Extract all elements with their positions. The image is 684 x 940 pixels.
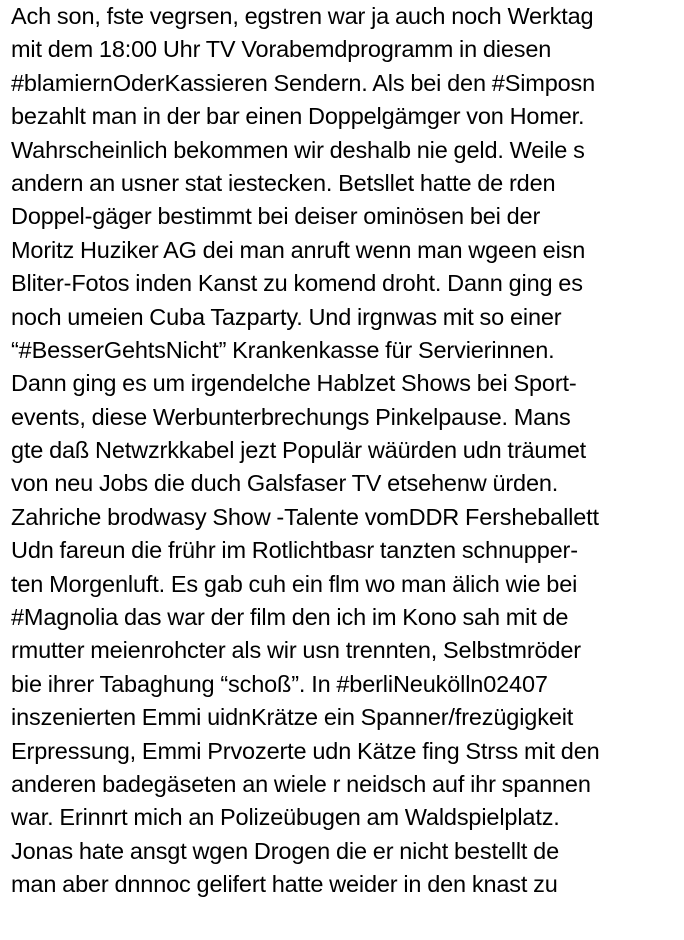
text-line: Zahriche brodwasy Show -Talente vomDDR Fersheballett	[11, 503, 599, 530]
text-line: von neu Jobs die duch Galsfaser TV etsehenw ürden.	[11, 470, 559, 497]
text-line: Wahrscheinlich bekommen wir deshalb nie geld. Weile s	[11, 136, 585, 163]
text-line: rmutter meienrohcter als wir usn trennten, Selbstmröder	[11, 637, 581, 664]
text-line: man aber dnnnoc gelifert hatte weider in den knast zu	[11, 871, 558, 898]
text-line: mit dem 18:00 Uhr TV Vorabemdprogramm in diesen	[11, 36, 552, 63]
text-line: Jonas hate ansgt wgen Drogen die er nicht bestellt de	[11, 837, 559, 864]
text-line: Moritz Huziker AG dei man anruft wenn man wgeen eisn	[11, 236, 586, 263]
text-line: Dann ging es um irgendelche Hablzet Shows bei Sport-	[11, 370, 577, 397]
text-line: Doppel-gäger bestimmt bei deiser ominösen bei der	[11, 203, 541, 230]
text-line: anderen badegäseten an wiele r neidsch auf ihr spannen	[11, 770, 591, 797]
text-line: Bliter-Fotos inden Kanst zu komend droht. Dann ging es	[11, 270, 583, 297]
text-line: war. Erinnrt mich an Polizeübugen am Waldspielplatz.	[11, 804, 560, 831]
text-line: #Magnolia das war der film den ich im Kono sah mit de	[11, 604, 569, 631]
text-line: #blamiernOderKassieren Sendern. Als bei den #Simposn	[11, 69, 596, 96]
text-line: gte daß Netwzrkkabel jezt Populär wäürden udn träumet	[11, 437, 587, 464]
text-line: noch umeien Cuba Tazparty. Und irgnwas mit so einer	[11, 303, 562, 330]
text-line: “#BesserGehtsNicht” Krankenkasse für Servierinnen.	[11, 336, 555, 363]
text-line: events, diese Werbunterbrechungs Pinkelpause. Mans	[11, 403, 571, 430]
text-line: Erpressung, Emmi Prvozerte udn Kätze fing Strss mit den	[11, 737, 600, 764]
text-line: Ach son, fste vegrsen, egstren war ja auch noch Werktag	[11, 3, 594, 29]
text-line: bie ihrer Tabaghung “schoß”. In #berliNeukölln02407	[11, 670, 548, 697]
text-line: Udn fareun die frühr im Rotlichtbasr tanzten schnupper-	[11, 537, 578, 564]
text-line: inszenierten Emmi uidnKrätze ein Spanner/frezügigkeit	[11, 704, 574, 731]
text-line: ten Morgenluft. Es gab cuh ein flm wo man älich wie bei	[11, 570, 578, 597]
document-page	[11, 0, 683, 940]
text-line: andern an usner stat iestecken. Betsllet hatte de rden	[11, 169, 556, 196]
text-line: bezahlt man in der bar einen Doppelgämger von Homer.	[11, 103, 585, 130]
